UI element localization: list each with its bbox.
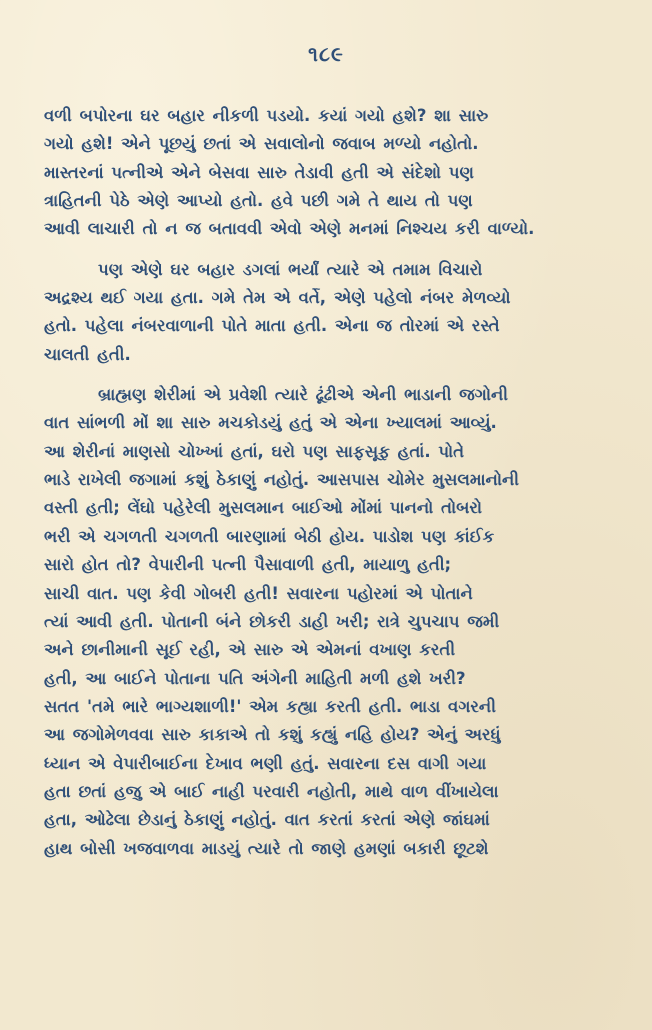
text-line: અને છાનીમાની સૂઈ રહી, એ સારુ એ એમનાં વખાણ કરતી [44, 640, 456, 660]
text-line: હતો. પહેલા નંબરવાળાની પોતે માતા હતી. એના જ તોરમાં એ રસ્તે [44, 316, 500, 336]
text-line: ધ્યાન એ વેપારીબાઈના દેખાવ ભણી હતું. સવારના દસ વાગી ગયા [44, 753, 487, 773]
text-line: આ શેરીનાં માણસો ચોખ્ખાં હતાં, ઘરો પણ સાફસૂફ હતાં. પોતે [44, 441, 465, 461]
paragraph-gap [44, 369, 610, 381]
text-line: હતી, આ બાઈને પોતાના પતિ અંગેની માહિતી મળી હશે ખરી? [44, 668, 466, 688]
text-line: પણ એણે ઘર બહાર ડગલાં ભર્યાં ત્યારે એ તમામ વિચારો [98, 259, 483, 279]
paragraph-1 [44, 102, 610, 244]
text-line: હતા છતાં હજુ એ બાઈ નાહી પરવારી નહોતી, માથે વાળ વીંખાયેલા [44, 781, 499, 801]
text-line: આવી લાચારી તો ન જ બતાવવી એવો એણે મનમાં નિશ્ચય કરી વાળ્યો. [44, 219, 535, 239]
text-line: વસ્તી હતી; લેંઘો પહેરેલી મુસલમાન બાઈઓ મોંમાં પાનનો તોબરો [44, 498, 482, 518]
text-line: હતા, ઓઢેલા છેડાનું ઠેકાણું નહોતું. વાત કરતાં કરતાં એણે જાંઘમાં [44, 810, 490, 830]
text-line: ભાડે રાખેલી જગામાં કશું ઠેકાણું નહોતું. આસપાસ ચોમેર મુસલમાનોની [44, 470, 519, 490]
text-line: વાત સાંભળી મોં શા સારુ મચકોડયું હતું એ એના ખ્યાલમાં આવ્યું. [44, 413, 497, 433]
text-line: સારો હોત તો? વેપારીની પત્ની પૈસાવાળી હતી, માયાળુ હતી; [44, 555, 452, 575]
text-line: ભરી એ ચગળતી ચગળતી બારણામાં બેઠી હોય. પાડોશ પણ કાંઈક [44, 526, 495, 546]
paragraph-gap [44, 244, 610, 256]
body-text [44, 102, 610, 863]
text-line: હાથ બોસી ખજવાળવા માડયું ત્યારે તો જાણે હમણાં બકારી છૂટશે [44, 838, 489, 858]
text-line: માસ્તરનાં પત્નીએ એને બેસવા સારુ તેડાવી હતી એ સંદેશો પણ [44, 162, 474, 182]
text-line: સતત 'તમે ભારે ભાગ્યશાળી!' એમ કહ્યા કરતી હતી. ભાડા વગરની [44, 696, 496, 716]
text-line: ત્યાં આવી હતી. પોતાની બંને છોકરી ડાહી ખરી; રાત્રે ચુપચાપ જમી [44, 611, 500, 631]
text-line: વળી બપોરના ઘર બહાર નીકળી પડયો. કયાં ગયો હશે? શા સારુ [44, 106, 489, 125]
text-line: અદ્રશ્ય થઈ ગયા હતા. ગમે તેમ એ વર્તે, એણે પહેલો નંબર મેળવ્યો [44, 288, 511, 308]
paragraph-2 [44, 256, 610, 369]
text-line: ગયો હશે! એને પૂછયું છતાં એ સવાલોનો જવાબ મળ્યો નહોતો. [44, 134, 479, 154]
text-line: ત્રાહિતની પેઠે એણે આપ્યો હતો. હવે પછી ગમે તે થાય તો પણ [44, 191, 473, 211]
text-line: આ જગોમેળવવા સારુ કાકાએ તો કશું કહ્યું નહિ હોય? એનું અરધું [44, 725, 501, 745]
text-line: ચાલતી હતી. [44, 344, 131, 364]
text-line: બ્રાહ્મણ શેરીમાં એ પ્રવેશી ત્યારે ઢૂંઢીએ એની ભાડાની જગોની [98, 385, 508, 405]
page-number: ૧૮૯ [308, 42, 344, 66]
paragraph-3 [44, 381, 610, 863]
text-line: સાચી વાત. પણ કેવી ગોબરી હતી! સવારના પહોરમાં એ પોતાને [44, 583, 473, 603]
